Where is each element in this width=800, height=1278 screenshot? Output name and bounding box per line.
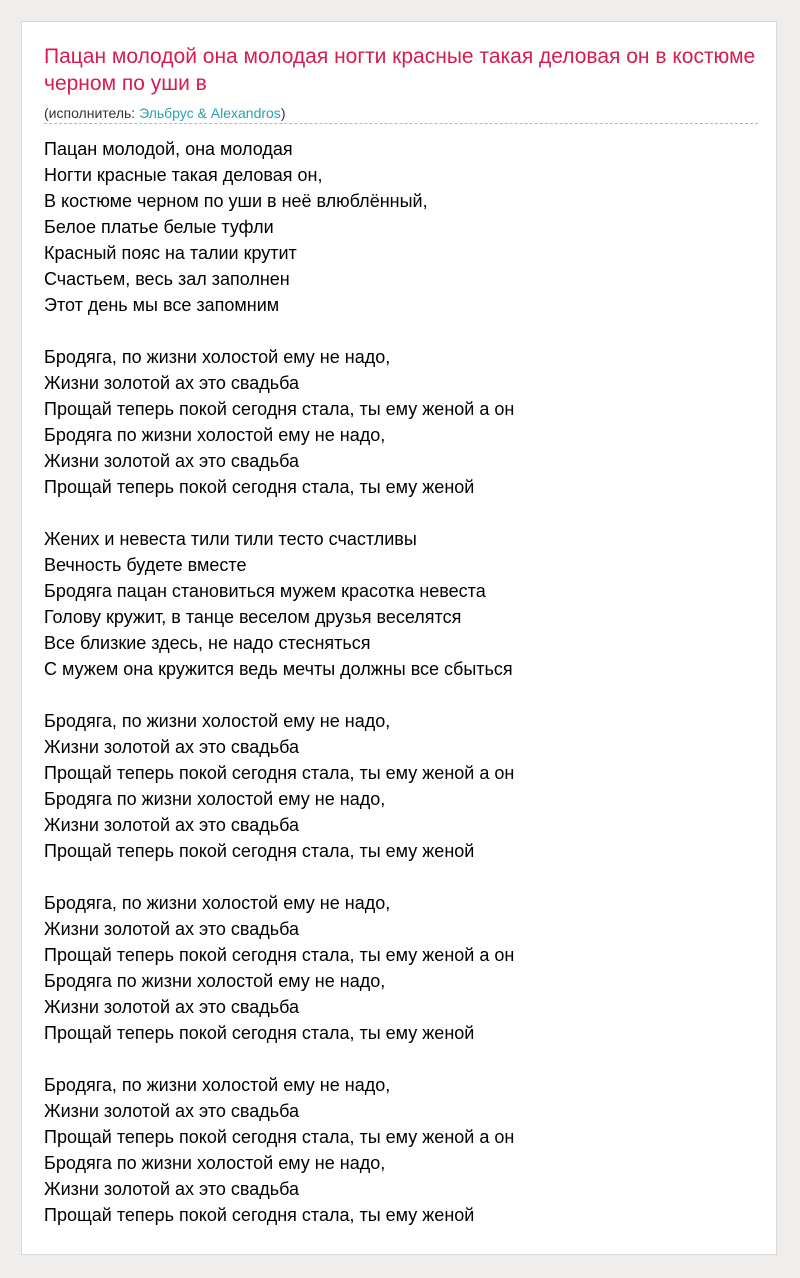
title-divider: [44, 123, 758, 124]
lyrics-stanza: [44, 344, 764, 500]
lyric-line: Бродяга по жизни холостой ему не надо,: [44, 971, 386, 991]
lyric-line: Белое платье белые туфли: [44, 217, 274, 237]
lyric-line: Прощай теперь покой сегодня стала, ты ему женой а он: [44, 945, 515, 965]
lyric-line: Жизни золотой ах это свадьба: [44, 997, 300, 1017]
performer-prefix: (исполнитель:: [44, 105, 140, 121]
lyric-line: Жизни золотой ах это свадьба: [44, 1179, 300, 1199]
lyric-line: Пацан молодой, она молодая: [44, 139, 293, 159]
lyrics-stanza: [44, 136, 764, 318]
lyric-line: Жизни золотой ах это свадьба: [44, 737, 300, 757]
lyrics-text: [44, 136, 764, 1254]
lyric-line: Бродяга пацан становиться мужем красотка невеста: [44, 581, 486, 601]
lyric-line: Прощай теперь покой сегодня стала, ты ему женой: [44, 1205, 475, 1225]
lyric-line: Вечность будете вместе: [44, 555, 247, 575]
lyric-line: Прощай теперь покой сегодня стала, ты ему женой а он: [44, 1127, 515, 1147]
lyric-line: Бродяга, по жизни холостой ему не надо,: [44, 711, 391, 731]
lyric-line: Ногти красные такая деловая он,: [44, 165, 323, 185]
lyrics-stanza: [44, 526, 764, 682]
performer-link[interactable]: Эльбрус & Alexandros: [139, 105, 281, 121]
lyric-line: Все близкие здесь, не надо стесняться: [44, 633, 371, 653]
lyric-line: Жизни золотой ах это свадьба: [44, 373, 300, 393]
lyric-line: Жизни золотой ах это свадьба: [44, 815, 300, 835]
lyric-line: Прощай теперь покой сегодня стала, ты ему женой: [44, 841, 475, 861]
lyric-line: Бродяга по жизни холостой ему не надо,: [44, 789, 386, 809]
lyric-line: Прощай теперь покой сегодня стала, ты ему женой а он: [44, 763, 515, 783]
lyric-line: С мужем она кружится ведь мечты должны все сбыться: [44, 659, 513, 679]
lyric-line: Голову кружит, в танце веселом друзья веселятся: [44, 607, 462, 627]
lyric-line: Прощай теперь покой сегодня стала, ты ему женой а он: [44, 399, 515, 419]
lyric-line: Жизни золотой ах это свадьба: [44, 1101, 300, 1121]
lyrics-stanza: [44, 1072, 764, 1228]
lyrics-card: [21, 21, 777, 1255]
lyrics-stanza: [44, 890, 764, 1046]
lyric-line: Счастьем, весь зал заполнен: [44, 269, 290, 289]
lyric-line: Бродяга по жизни холостой ему не надо,: [44, 425, 386, 445]
lyric-line: Этот день мы все запомним: [44, 295, 280, 315]
performer-suffix: ): [280, 105, 286, 121]
lyric-line: Прощай теперь покой сегодня стала, ты ему женой: [44, 477, 475, 497]
lyric-line: В костюме черном по уши в неё влюблённый,: [44, 191, 428, 211]
lyric-line: Бродяга, по жизни холостой ему не надо,: [44, 1075, 391, 1095]
performer-line: [44, 104, 285, 122]
lyric-line: Бродяга по жизни холостой ему не надо,: [44, 1153, 386, 1173]
lyric-line: Бродяга, по жизни холостой ему не надо,: [44, 347, 391, 367]
lyrics-stanza: [44, 708, 764, 864]
lyric-line: Бродяга, по жизни холостой ему не надо,: [44, 893, 391, 913]
lyric-line: Жених и невеста тили тили тесто счастливы: [44, 529, 417, 549]
lyric-line: Жизни золотой ах это свадьба: [44, 919, 300, 939]
song-title: Пацан молодой она молодая ногти красные такая деловая он в костюме черном по уши в: [44, 45, 756, 95]
lyric-line: Красный пояс на талии крутит: [44, 243, 297, 263]
lyric-line: Прощай теперь покой сегодня стала, ты ему женой: [44, 1023, 475, 1043]
lyric-line: Жизни золотой ах это свадьба: [44, 451, 300, 471]
